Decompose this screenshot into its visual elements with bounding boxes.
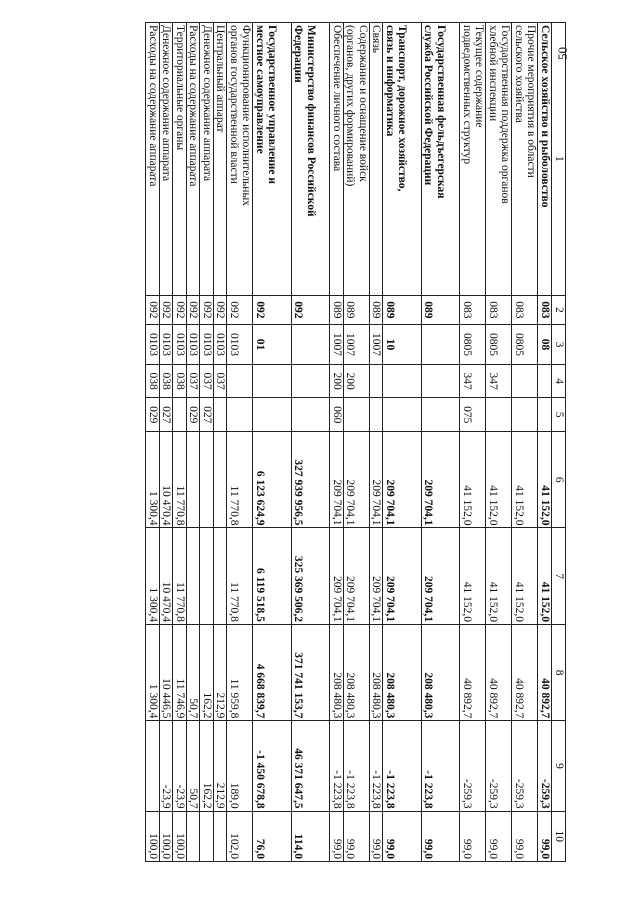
cell-col-7 bbox=[200, 528, 214, 624]
row-name-line: органов государственной власти bbox=[228, 25, 240, 184]
row-name-line: Текущее содержание bbox=[473, 25, 486, 128]
cell-col-5: 029 bbox=[187, 398, 201, 432]
column-number: 10 bbox=[552, 811, 566, 861]
cell-col-7: 209 704,1 bbox=[422, 528, 461, 624]
row-name-line: Сельское хозяйство и рыболовство bbox=[539, 25, 551, 208]
cell-col-6 bbox=[214, 431, 228, 527]
row-name bbox=[146, 23, 160, 296]
cell-col-6: 10 470,4 bbox=[160, 431, 174, 527]
cell-col-5 bbox=[512, 398, 538, 432]
row-name bbox=[214, 23, 228, 296]
cell-col-9: -23,9 bbox=[173, 721, 187, 811]
cell-col-4 bbox=[383, 364, 422, 398]
cell-col-3: 10 bbox=[383, 325, 422, 365]
cell-col-9: -1 223,8 bbox=[344, 721, 370, 811]
row-name-line: служба Российской Федерации bbox=[422, 25, 435, 186]
cell-col-3: 0103 bbox=[146, 325, 160, 365]
table-row bbox=[200, 23, 214, 862]
cell-col-3: 0103 bbox=[173, 325, 187, 365]
cell-col-5 bbox=[370, 398, 384, 432]
cell-col-6: 209 704,1 bbox=[330, 431, 344, 527]
row-name bbox=[160, 23, 174, 296]
table-row bbox=[344, 23, 370, 862]
cell-col-5 bbox=[344, 398, 370, 432]
row-name bbox=[187, 23, 201, 296]
cell-col-2: 092 bbox=[173, 295, 187, 324]
column-number: 1 bbox=[552, 23, 566, 296]
column-number: 4 bbox=[552, 364, 566, 398]
cell-col-3: 0103 bbox=[200, 325, 214, 365]
table-body bbox=[146, 23, 552, 862]
row-name-line: Обеспечение личного состава bbox=[331, 25, 343, 172]
cell-col-9: -259,3 bbox=[486, 721, 512, 811]
cell-col-4 bbox=[370, 364, 384, 398]
cell-col-10 bbox=[214, 811, 228, 861]
row-name-line bbox=[409, 25, 422, 293]
table-row bbox=[160, 23, 174, 862]
row-name bbox=[330, 23, 344, 296]
cell-col-3: 0103 bbox=[187, 325, 201, 365]
cell-col-8: 208 480,3 bbox=[370, 624, 384, 720]
row-name-line: местное самоуправление bbox=[254, 25, 266, 154]
row-name-line: связь и информатика bbox=[384, 25, 396, 137]
column-number: 5 bbox=[552, 398, 566, 432]
row-name-line: Центральный аппарат bbox=[214, 25, 227, 133]
cell-col-6: 6 123 624,9 bbox=[253, 431, 292, 527]
cell-col-6: 11 770,8 bbox=[173, 431, 187, 527]
cell-col-9: -1 223,8 bbox=[330, 721, 344, 811]
cell-col-6: 209 704,1 bbox=[383, 431, 422, 527]
cell-col-5: 027 bbox=[160, 398, 174, 432]
cell-col-5 bbox=[422, 398, 461, 432]
cell-col-9: 162,2 bbox=[200, 721, 214, 811]
row-name-line: подведомственных структур bbox=[461, 25, 473, 165]
cell-col-10: 99,0 bbox=[383, 811, 422, 861]
cell-col-10: 100,0 bbox=[160, 811, 174, 861]
cell-col-6: 209 704,1 bbox=[344, 431, 370, 527]
cell-col-8: 208 480,3 bbox=[383, 624, 422, 720]
cell-col-2: 092 bbox=[214, 295, 228, 324]
cell-col-2: 092 bbox=[200, 295, 214, 324]
cell-col-7: 41 152,0 bbox=[486, 528, 512, 624]
cell-col-8: 208 480,3 bbox=[344, 624, 370, 720]
cell-col-5: 060 bbox=[330, 398, 344, 432]
cell-col-5: 029 bbox=[146, 398, 160, 432]
cell-col-2: 092 bbox=[253, 295, 292, 324]
cell-col-10: 99,0 bbox=[538, 811, 552, 861]
cell-col-8: 4 668 839,7 bbox=[253, 624, 292, 720]
cell-col-4: 347 bbox=[486, 364, 512, 398]
cell-col-10: 100,0 bbox=[146, 811, 160, 861]
cell-col-4: 200 bbox=[344, 364, 370, 398]
cell-col-4 bbox=[512, 364, 538, 398]
row-name-line: Расходы на содержание аппарата bbox=[147, 25, 159, 187]
cell-col-9: -1 450 678,8 bbox=[253, 721, 292, 811]
cell-col-4: 200 bbox=[330, 364, 344, 398]
table-row bbox=[173, 23, 187, 862]
cell-col-10: 99,0 bbox=[370, 811, 384, 861]
table-row bbox=[214, 23, 228, 862]
cell-col-4 bbox=[292, 364, 331, 398]
table-row bbox=[383, 23, 422, 862]
cell-col-7: 10 470,4 bbox=[160, 528, 174, 624]
cell-col-2: 083 bbox=[538, 295, 552, 324]
cell-col-5: 075 bbox=[460, 398, 486, 432]
row-name-line: Расходы на содержание аппарата bbox=[187, 25, 200, 187]
cell-col-6 bbox=[200, 431, 214, 527]
cell-col-5 bbox=[253, 398, 292, 432]
cell-col-10: 99,0 bbox=[422, 811, 461, 861]
column-number: 9 bbox=[552, 721, 566, 811]
rotated-page bbox=[56, 22, 566, 862]
row-name bbox=[486, 23, 512, 296]
row-name-line: Связь bbox=[370, 25, 383, 54]
cell-col-4: 037 bbox=[214, 364, 228, 398]
cell-col-2: 092 bbox=[146, 295, 160, 324]
row-name bbox=[344, 23, 370, 296]
cell-col-3: 1007 bbox=[370, 325, 384, 365]
cell-col-7: 41 152,0 bbox=[460, 528, 486, 624]
cell-col-2: 092 bbox=[187, 295, 201, 324]
row-name-line: Федерации bbox=[292, 25, 305, 83]
cell-col-3: 0103 bbox=[160, 325, 174, 365]
row-name bbox=[253, 23, 292, 296]
cell-col-9: -1 223,8 bbox=[383, 721, 422, 811]
row-name bbox=[512, 23, 538, 296]
cell-col-3: 08 bbox=[538, 325, 552, 365]
cell-col-7 bbox=[187, 528, 201, 624]
cell-col-4: 347 bbox=[460, 364, 486, 398]
cell-col-9: -23,9 bbox=[160, 721, 174, 811]
cell-col-10: 100,0 bbox=[173, 811, 187, 861]
table-row bbox=[187, 23, 201, 862]
row-name bbox=[460, 23, 486, 296]
cell-col-2: 083 bbox=[460, 295, 486, 324]
cell-col-7: 209 704,1 bbox=[370, 528, 384, 624]
cell-col-10: 76,0 bbox=[253, 811, 292, 861]
cell-col-8: 40 892,7 bbox=[538, 624, 552, 720]
row-name bbox=[383, 23, 422, 296]
cell-col-8: 208 480,3 bbox=[330, 624, 344, 720]
row-name-line: Министерство финансов Российской bbox=[305, 25, 317, 217]
cell-col-9: -259,3 bbox=[538, 721, 552, 811]
column-number: 2 bbox=[552, 295, 566, 324]
cell-col-3: 0103 bbox=[227, 325, 253, 365]
cell-col-10 bbox=[187, 811, 201, 861]
cell-col-5 bbox=[214, 398, 228, 432]
cell-col-3: 0805 bbox=[486, 325, 512, 365]
cell-col-8: 1 300,4 bbox=[146, 624, 160, 720]
cell-col-3: 1007 bbox=[344, 325, 370, 365]
table-row bbox=[370, 23, 384, 862]
column-number: 8 bbox=[552, 624, 566, 720]
cell-col-7: 209 704,1 bbox=[330, 528, 344, 624]
cell-col-8: 40 892,7 bbox=[512, 624, 538, 720]
cell-col-4 bbox=[538, 364, 552, 398]
row-name bbox=[422, 23, 461, 296]
column-number: 3 bbox=[552, 325, 566, 365]
row-name-line bbox=[317, 25, 330, 293]
cell-col-7: 11 770,8 bbox=[173, 528, 187, 624]
table-row bbox=[253, 23, 292, 862]
cell-col-6 bbox=[187, 431, 201, 527]
row-name-line bbox=[279, 25, 292, 293]
row-name-line bbox=[447, 25, 460, 293]
row-name-line: Прочие мероприятия в области bbox=[525, 25, 538, 178]
cell-col-8: 50,7 bbox=[187, 624, 201, 720]
cell-col-8: 10 446,5 bbox=[160, 624, 174, 720]
cell-col-3: 0805 bbox=[460, 325, 486, 365]
cell-col-6: 11 770,8 bbox=[227, 431, 253, 527]
cell-col-10: 114,0 bbox=[292, 811, 331, 861]
column-number: 6 bbox=[552, 431, 566, 527]
cell-col-9: -1 223,8 bbox=[422, 721, 461, 811]
cell-col-7: 325 369 506,2 bbox=[292, 528, 331, 624]
cell-col-8: 40 892,7 bbox=[486, 624, 512, 720]
cell-col-9: 189,0 bbox=[227, 721, 253, 811]
cell-col-7: 41 152,0 bbox=[512, 528, 538, 624]
cell-col-2: 089 bbox=[383, 295, 422, 324]
cell-col-2: 092 bbox=[292, 295, 331, 324]
row-name bbox=[173, 23, 187, 296]
row-name-line: Содержание и оснащение войск bbox=[357, 25, 369, 182]
cell-col-8: 11 959,8 bbox=[227, 624, 253, 720]
cell-col-4: 038 bbox=[146, 364, 160, 398]
row-name-line: Функционирование исполнительных bbox=[240, 25, 253, 206]
cell-col-6: 209 704,1 bbox=[422, 431, 461, 527]
cell-col-2: 089 bbox=[344, 295, 370, 324]
cell-col-4 bbox=[253, 364, 292, 398]
table-row bbox=[292, 23, 331, 862]
row-name-line: Государственная поддержка органов bbox=[499, 25, 512, 204]
cell-col-5 bbox=[486, 398, 512, 432]
table-row bbox=[460, 23, 486, 862]
cell-col-9: -259,3 bbox=[460, 721, 486, 811]
table-row bbox=[227, 23, 253, 862]
table-row bbox=[146, 23, 160, 862]
cell-col-5 bbox=[383, 398, 422, 432]
cell-col-6: 1 300,4 bbox=[146, 431, 160, 527]
budget-table bbox=[146, 22, 567, 862]
cell-col-9: -259,3 bbox=[512, 721, 538, 811]
cell-col-9: 46 371 647,5 bbox=[292, 721, 331, 811]
table-row bbox=[330, 23, 344, 862]
cell-col-8: 371 741 153,7 bbox=[292, 624, 331, 720]
cell-col-4: 037 bbox=[187, 364, 201, 398]
cell-col-7 bbox=[214, 528, 228, 624]
cell-col-3: 1007 bbox=[330, 325, 344, 365]
row-name-line: Территориальные органы bbox=[174, 25, 186, 151]
cell-col-8: 212,9 bbox=[214, 624, 228, 720]
cell-col-2: 092 bbox=[227, 295, 253, 324]
cell-col-4 bbox=[422, 364, 461, 398]
row-name-line: Государственная фельдъегерская bbox=[435, 25, 447, 199]
cell-col-9: -1 223,8 bbox=[370, 721, 384, 811]
row-name-line: Государственное управление и bbox=[266, 25, 279, 185]
cell-col-6: 209 704,1 bbox=[370, 431, 384, 527]
cell-col-10: 99,0 bbox=[460, 811, 486, 861]
cell-col-6: 327 939 956,5 bbox=[292, 431, 331, 527]
row-name bbox=[370, 23, 384, 296]
cell-col-10: 99,0 bbox=[330, 811, 344, 861]
cell-col-7: 1 300,4 bbox=[146, 528, 160, 624]
row-name-line: (органов, других формирований) bbox=[344, 25, 357, 187]
table-row bbox=[538, 23, 552, 862]
row-name-line: Денежное содержание аппарата bbox=[201, 25, 213, 182]
cell-col-8: 11 746,9 bbox=[173, 624, 187, 720]
cell-col-4: 038 bbox=[160, 364, 174, 398]
cell-col-7: 209 704,1 bbox=[344, 528, 370, 624]
cell-col-6: 41 152,0 bbox=[538, 431, 552, 527]
cell-col-8: 40 892,7 bbox=[460, 624, 486, 720]
cell-col-3 bbox=[292, 325, 331, 365]
column-number-row bbox=[552, 23, 566, 862]
cell-col-3: 0103 bbox=[214, 325, 228, 365]
cell-col-5 bbox=[538, 398, 552, 432]
cell-col-8: 208 480,3 bbox=[422, 624, 461, 720]
cell-col-6: 41 152,0 bbox=[512, 431, 538, 527]
cell-col-6: 41 152,0 bbox=[486, 431, 512, 527]
row-name-line: Денежное содержание аппарата bbox=[160, 25, 173, 182]
cell-col-2: 089 bbox=[330, 295, 344, 324]
cell-col-2: 092 bbox=[160, 295, 174, 324]
cell-col-6: 41 152,0 bbox=[460, 431, 486, 527]
row-name bbox=[227, 23, 253, 296]
cell-col-10: 99,0 bbox=[344, 811, 370, 861]
cell-col-5 bbox=[292, 398, 331, 432]
cell-col-10: 99,0 bbox=[512, 811, 538, 861]
cell-col-5 bbox=[227, 398, 253, 432]
cell-col-4 bbox=[227, 364, 253, 398]
cell-col-4: 037 bbox=[200, 364, 214, 398]
row-name-line: Транспорт, дорожное хозяйство, bbox=[396, 25, 409, 192]
cell-col-9 bbox=[146, 721, 160, 811]
cell-col-9: 212,9 bbox=[214, 721, 228, 811]
row-name bbox=[200, 23, 214, 296]
row-name bbox=[538, 23, 552, 296]
cell-col-10: 102,0 bbox=[227, 811, 253, 861]
row-name bbox=[292, 23, 331, 296]
cell-col-7: 209 704,1 bbox=[383, 528, 422, 624]
cell-col-4: 038 bbox=[173, 364, 187, 398]
cell-col-9: 50,7 bbox=[187, 721, 201, 811]
cell-col-7: 6 119 518,5 bbox=[253, 528, 292, 624]
cell-col-10: 99,0 bbox=[486, 811, 512, 861]
cell-col-2: 089 bbox=[370, 295, 384, 324]
column-number: 7 bbox=[552, 528, 566, 624]
cell-col-2: 083 bbox=[486, 295, 512, 324]
cell-col-5 bbox=[173, 398, 187, 432]
table-row bbox=[486, 23, 512, 862]
cell-col-3: 0805 bbox=[512, 325, 538, 365]
cell-col-3: 01 bbox=[253, 325, 292, 365]
cell-col-5: 027 bbox=[200, 398, 214, 432]
cell-col-8: 162,2 bbox=[200, 624, 214, 720]
cell-col-2: 083 bbox=[512, 295, 538, 324]
cell-col-2: 089 bbox=[422, 295, 461, 324]
row-name-line: сельского хозяйства bbox=[513, 25, 525, 123]
cell-col-7: 41 152,0 bbox=[538, 528, 552, 624]
row-name-line: хлебной инспекции bbox=[487, 25, 499, 122]
cell-col-3 bbox=[422, 325, 461, 365]
cell-col-10 bbox=[200, 811, 214, 861]
page-number: 50 bbox=[555, 47, 570, 60]
table-row bbox=[422, 23, 461, 862]
table-row bbox=[512, 23, 538, 862]
cell-col-7: 11 770,8 bbox=[227, 528, 253, 624]
